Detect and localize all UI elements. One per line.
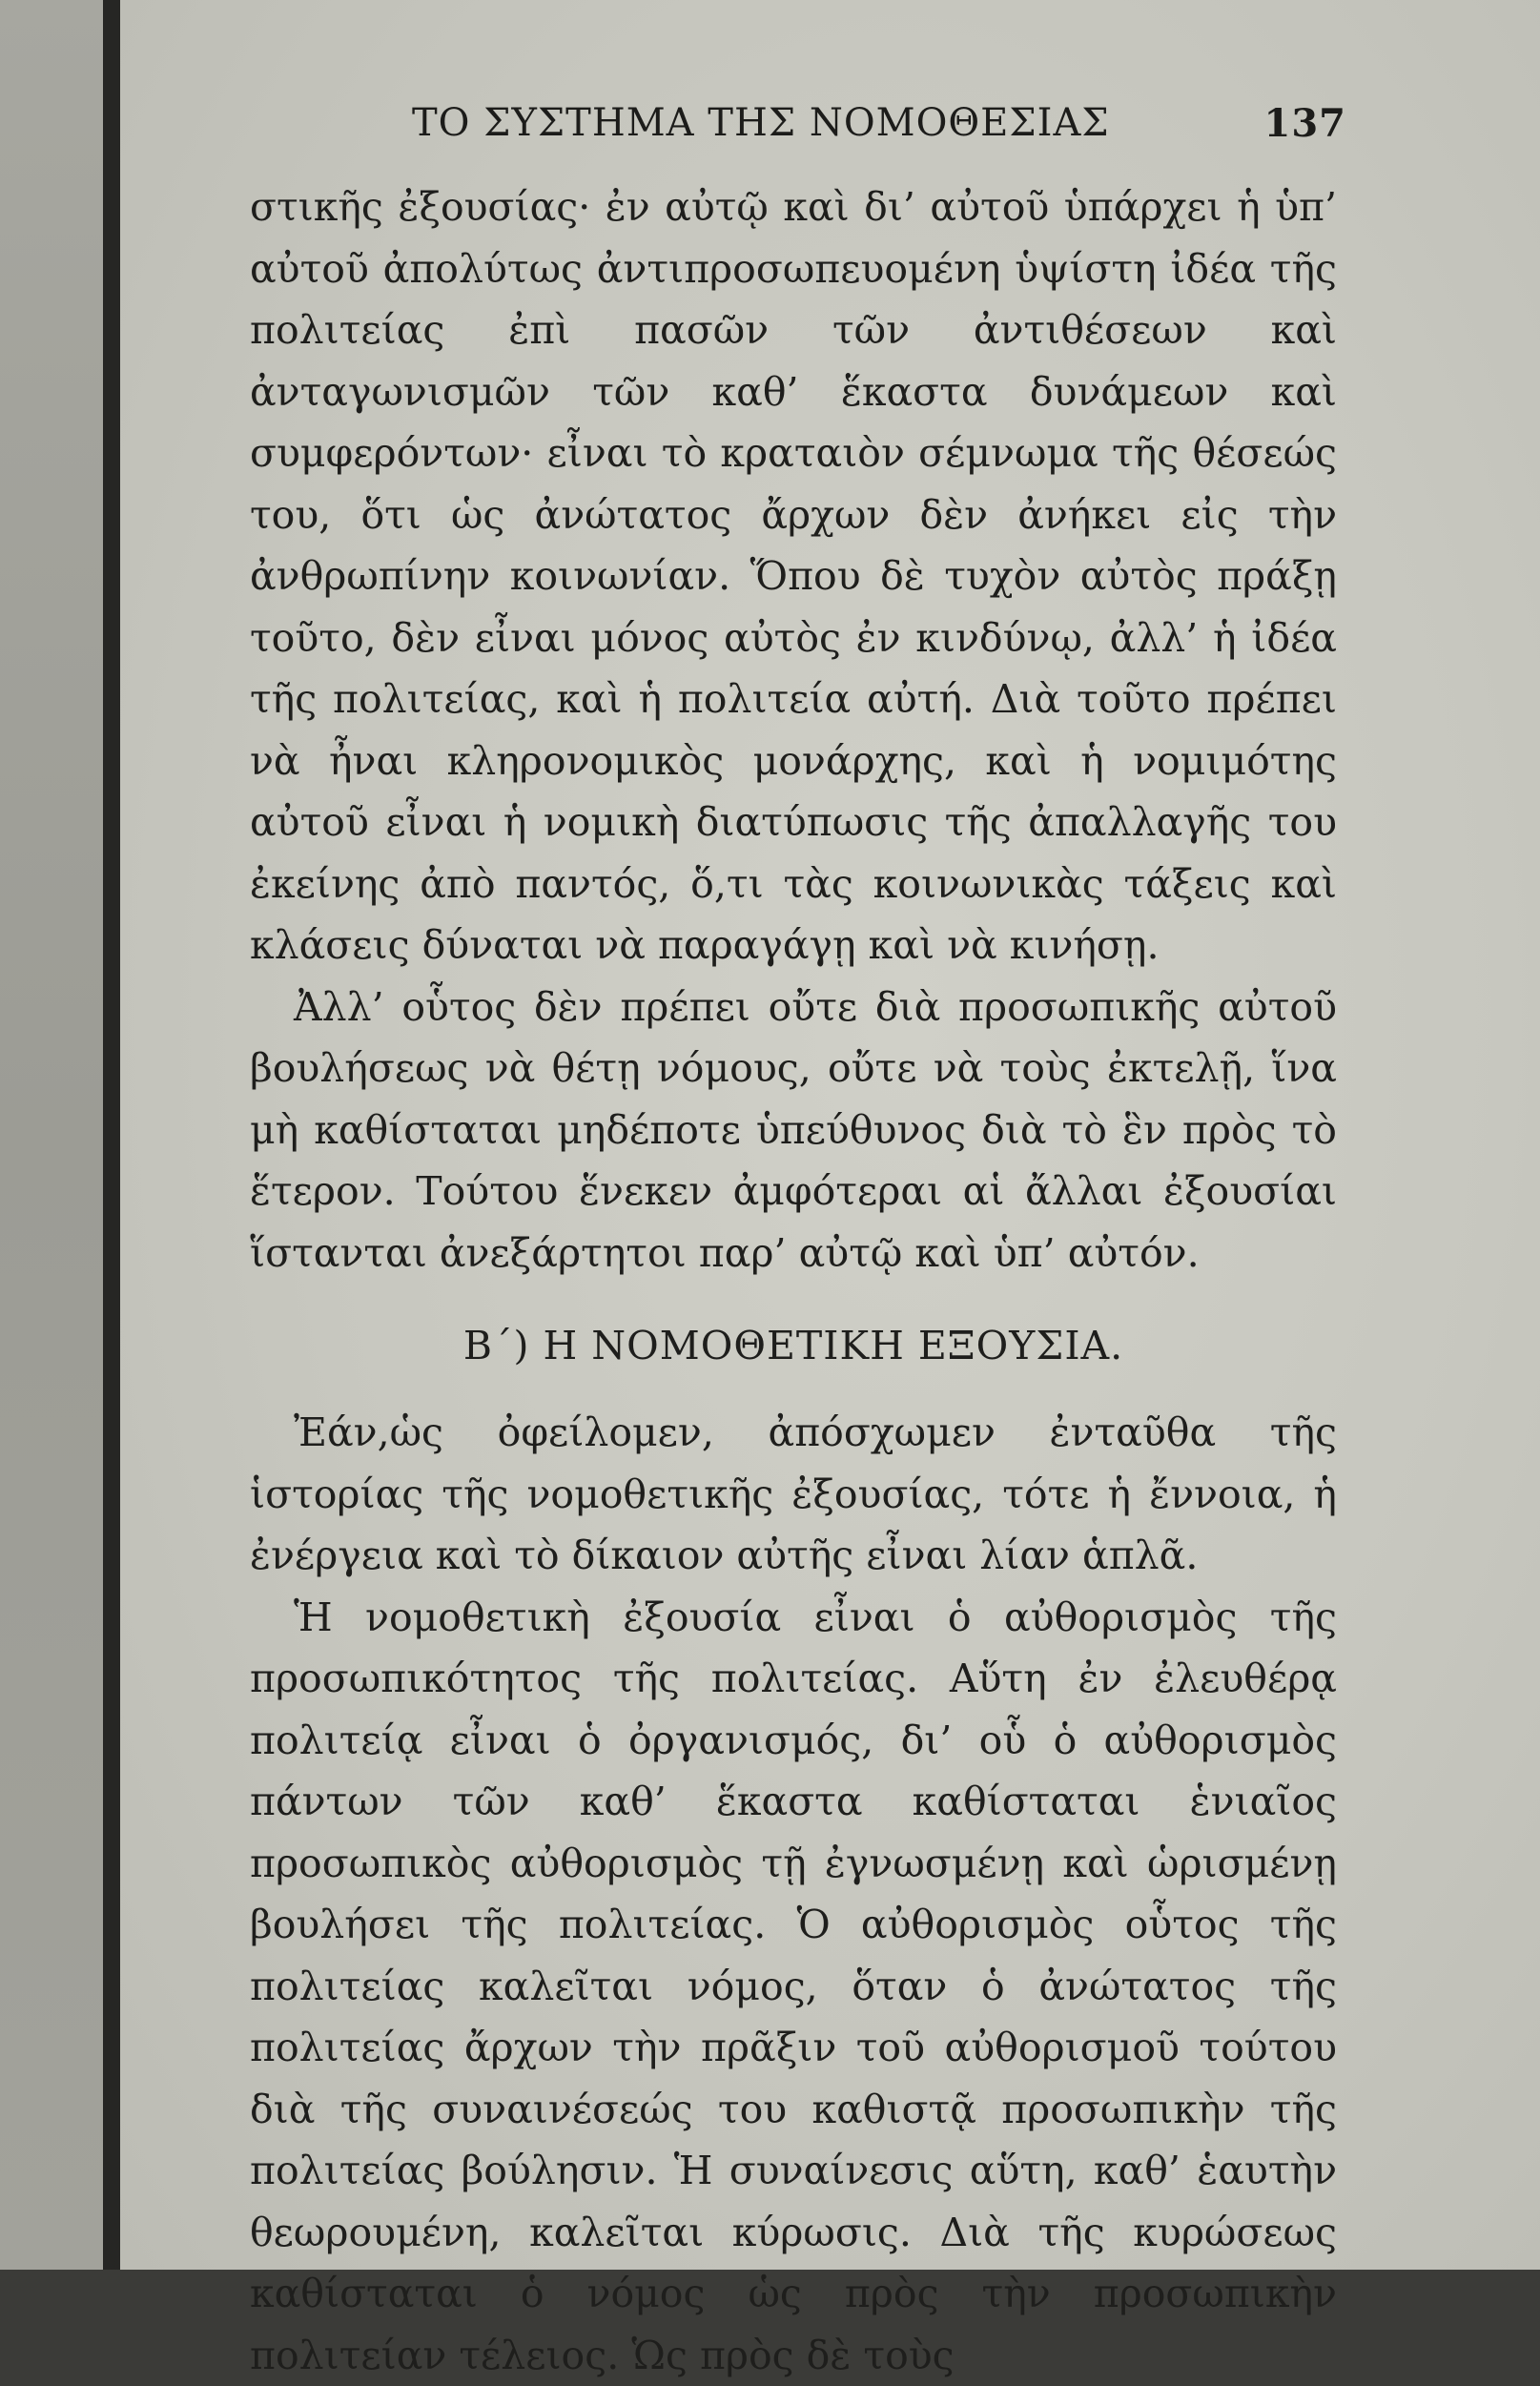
paragraph-continued: στικῆς ἐξουσίας· ἐν αὐτῷ καὶ δι’ αὐτοῦ ὑπάρχει ἡ ὑπ’ αὐτοῦ ἀπολύτως ἀντιπροσωπευομένη ὑψίστη ἰδέα τῆς πολιτείας ἐπὶ πασῶν τῶν ἀντιθέσεων καὶ ἀνταγωνισμῶν τῶν καθ’ ἕκαστα δυνάμεων καὶ συμφερόντων· εἶναι τὸ κραταιὸν σέμνωμα τῆς θέσεώς του, ὅτι ὡς ἀνώτατος ἄρχων δὲν ἀνήκει εἰς τὴν ἀνθρωπίνην κοινωνίαν. Ὅπου δὲ τυχὸν αὐτὸς πράξῃ τοῦτο, δὲν εἶναι μόνος αὐτὸς ἐν κινδύνῳ, ἀλλ’ ἡ ἰδέα τῆς πολιτείας, καὶ ἡ πολιτεία αὐτή. Διὰ τοῦτο πρέπει νὰ ἦναι κληρονομικὸς μονάρχης, καὶ ἡ νομιμότης αὐτοῦ εἶναι ἡ νομικὴ διατύπωσις τῆς ἀπαλλαγῆς του ἐκείνης ἀπὸ παντός, ὅ,τι τὰς κοινωνικὰς τάξεις καὶ κλάσεις δύναται νὰ παραγάγῃ καὶ νὰ κινήσῃ. [250, 176, 1337, 977]
running-head [412, 101, 1346, 158]
paragraph: Ἀλλ’ οὗτος δὲν πρέπει οὔτε διὰ προσωπικῆς αὐτοῦ βουλήσεως νὰ θέτῃ νόμους, οὔτε νὰ τοὺς ἐκτελῇ, ἵνα μὴ καθίσταται μηδέποτε ὑπεύθυνος διὰ τὸ ἓν πρὸς τὸ ἕτερον. Τούτου ἕνεκεν ἀμφότεραι αἱ ἄλλαι ἐξουσίαι ἵστανται ἀνεξάρτητοι παρ’ αὐτῷ καὶ ὑπ’ αὐτόν. [250, 977, 1337, 1285]
section-heading: Β΄) Η ΝΟΜΟΘΕΤΙΚΗ ΕΞΟΥΣΙΑ. [250, 1303, 1337, 1388]
page-number: 137 [1264, 101, 1347, 146]
paragraph: Ἐάν,ὡς ὀφείλομεν, ἀπόσχωμεν ἐνταῦθα τῆς ἱστορίας τῆς νομοθετικῆς ἐξουσίας, τότε ἡ ἔννοια, ἡ ἐνέργεια καὶ τὸ δίκαιον αὐτῆς εἶναι λίαν ἁπλᾶ. [250, 1402, 1337, 1587]
running-title: ΤΟ ΣΥΣΤΗΜΑ ΤΗΣ ΝΟΜΟΘΕΣΙΑΣ [412, 101, 1110, 145]
paragraph: Ἡ νομοθετικὴ ἐξουσία εἶναι ὁ αὐθορισμὸς τῆς προσωπικότητος τῆς πολιτείας. Αὕτη ἐν ἐλευθέρᾳ πολιτείᾳ εἶναι ὁ ὀργανισμός, δι’ οὗ ὁ αὐθορισμὸς πάντων τῶν καθ’ ἕκαστα καθίσταται ἑνιαῖος προσωπικὸς αὐθορισμὸς τῇ ἐγνωσμένῃ καὶ ὡρισμένῃ βουλήσει τῆς πολιτείας. Ὁ αὐθορισμὸς οὗτος τῆς πολιτείας καλεῖται νόμος, ὅταν ὁ ἀνώτατος τῆς πολιτείας ἄρχων τὴν πρᾶξιν τοῦ αὐθορισμοῦ τούτου διὰ τῆς συναινέσεώς του καθιστᾷ προσωπικὴν τῆς πολιτείας βούλησιν. Ἡ συναίνεσις αὕτη, καθ’ ἑαυτὴν θεωρουμένη, καλεῖται κύρωσις. Διὰ τῆς κυρώσεως καθίσταται ὁ νόμος ὡς πρὸς τὴν προσωπικὴν πολιτείαν τέλειος. Ὡς πρὸς δὲ τοὺς [250, 1587, 1337, 2386]
book-spine-shadow [103, 0, 120, 2270]
body-text [250, 176, 1337, 2386]
facing-page-edge [0, 0, 103, 2270]
